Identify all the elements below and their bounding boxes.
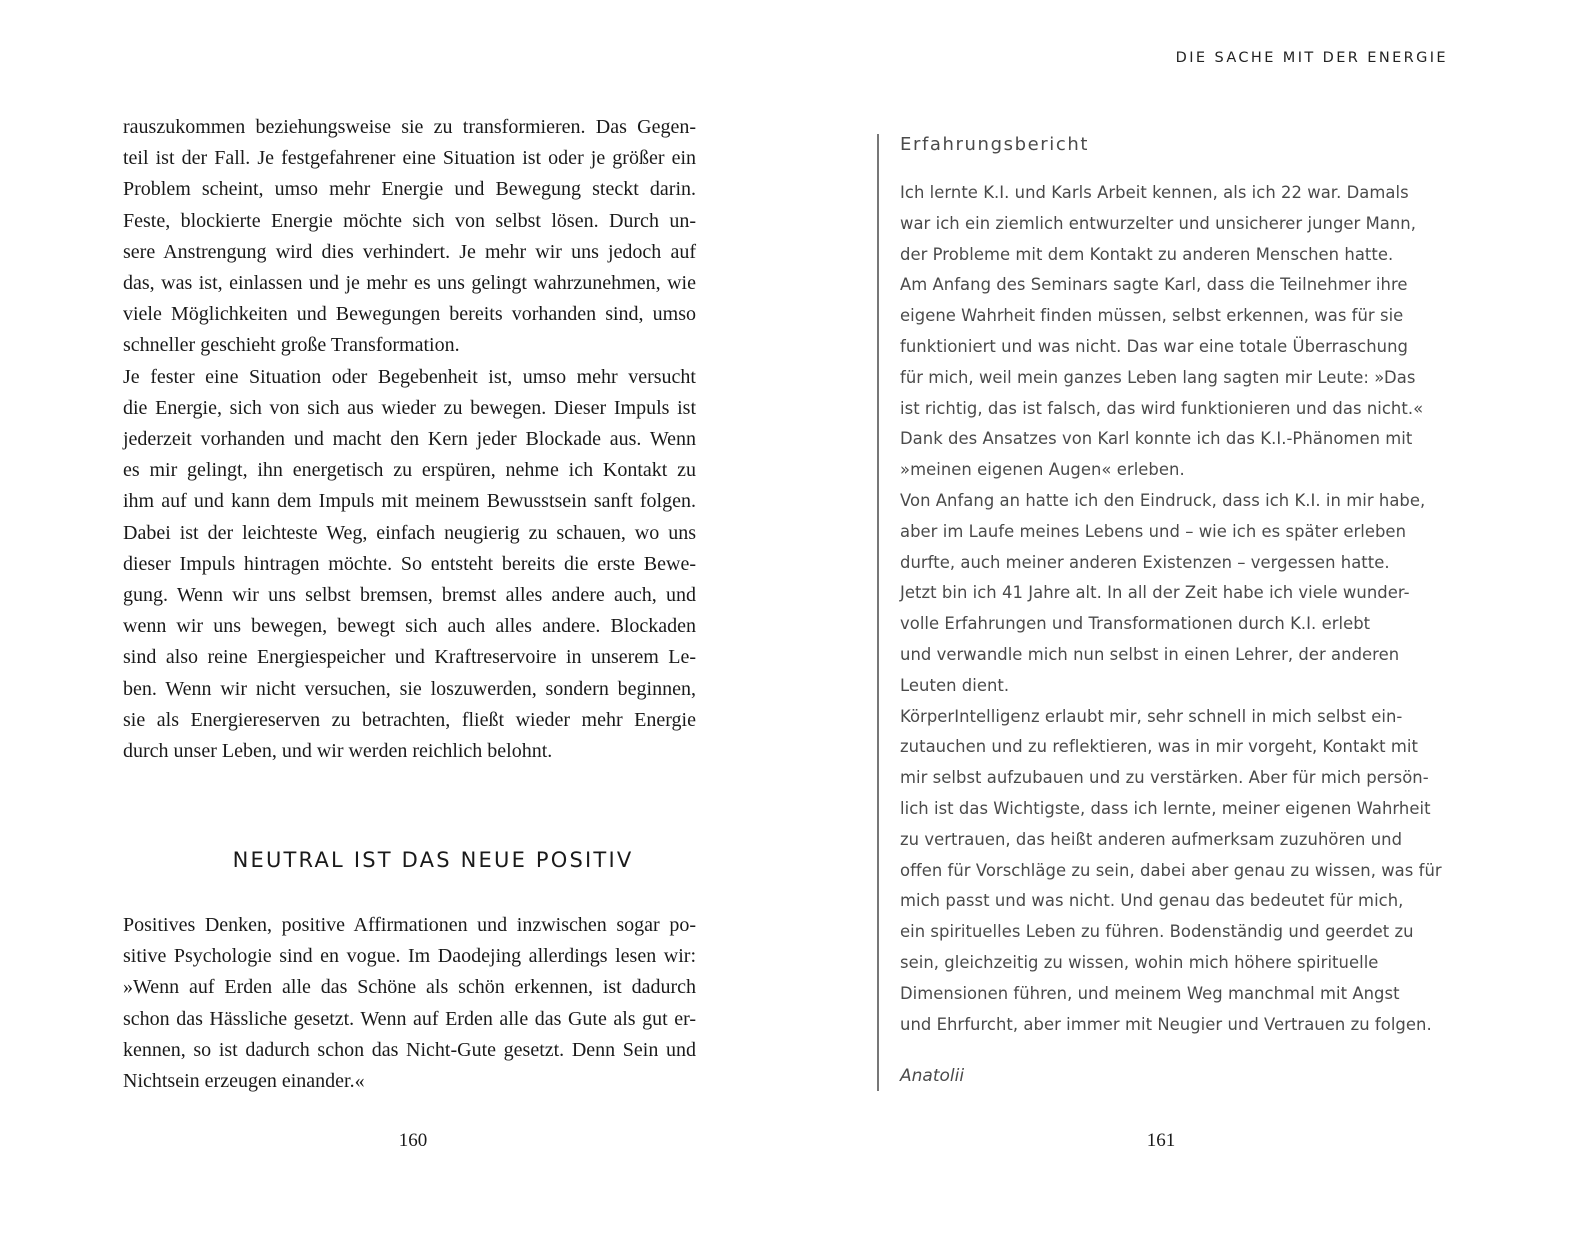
text-line: schon das Hässliche gesetzt. Wenn auf Erden alle das Gute als gut er- (123, 1007, 696, 1030)
text-line: Dabei ist der leichteste Weg, einfach neugierig zu schauen, wo uns (123, 521, 696, 544)
text-line: sein, gleichzeitig zu wissen, wohin mich höhere spirituelle (900, 952, 1379, 972)
text-line: »Wenn auf Erden alle das Schöne als schön erkennen, ist dadurch (123, 976, 696, 999)
text-line: offen für Vorschläge zu sein, dabei aber genau zu wissen, was für (900, 860, 1442, 880)
text-line: schneller geschieht große Transformation. (123, 334, 460, 357)
text-line: dieser Impuls hintragen möchte. So entsteht bereits die erste Bewe- (123, 552, 696, 575)
text-line: gung. Wenn wir uns selbst bremsen, bremst alles andere auch, und (123, 584, 696, 607)
paragraph (123, 362, 696, 768)
text-line: und verwandle mich nun selbst in einen Lehrer, der anderen (900, 644, 1400, 664)
text-line: Leuten dient. (900, 675, 1010, 695)
report-label: Erfahrungsbericht (900, 134, 1090, 155)
text-line: funktioniert und was nicht. Das war eine totale Überraschung (900, 336, 1408, 356)
running-head: DIE SACHE MIT DER ENERGIE (1175, 50, 1448, 66)
text-line: durfte, auch meiner anderen Existenzen – vergessen hatte. (900, 552, 1390, 572)
text-line: ist richtig, das ist falsch, das wird funktionieren und das nicht.« (900, 398, 1424, 418)
body-text-top (123, 112, 696, 767)
text-line: lich ist das Wichtigste, dass ich lernte, meiner eigenen Wahrheit (900, 798, 1431, 818)
text-line: Am Anfang des Seminars sagte Karl, dass die Teilnehmer ihre (900, 275, 1408, 295)
text-line: Problem scheint, umso mehr Energie und Bewegung steckt darin. (123, 178, 696, 201)
right-page (797, 0, 1594, 1240)
paragraph (123, 112, 696, 362)
sidebar-rule (877, 134, 879, 1091)
text-line: es mir gelingt, ihn energetisch zu erspüren, nehme ich Kontakt zu (123, 459, 696, 482)
text-line: rauszukommen beziehungsweise sie zu transformieren. Das Gegen- (123, 116, 696, 138)
text-line: Je fester eine Situation oder Begebenheit ist, umso mehr versucht (123, 365, 696, 388)
report-text (900, 178, 1460, 1040)
text-line: war ich ein ziemlich entwurzelter und unsicherer junger Mann, (900, 213, 1417, 233)
text-line: sind also reine Energiespeicher und Kraftreservoire in unserem Le- (123, 646, 696, 669)
text-line: teil ist der Fall. Je festgefahrener eine Situation ist oder je größer ein (123, 147, 696, 170)
text-line: ihm auf und kann dem Impuls mit meinem Bewusstsein sanft folgen. (123, 490, 696, 513)
signature: Anatolii (900, 1066, 965, 1086)
text-line: das, was ist, einlassen und je mehr es uns gelingt wahrzunehmen, wie (123, 272, 696, 295)
text-line: aber im Laufe meines Lebens und – wie ich es später erleben (900, 521, 1407, 541)
text-line: der Probleme mit dem Kontakt zu anderen Menschen hatte. (900, 244, 1394, 264)
text-line: und Ehrfurcht, aber immer mit Neugier und Vertrauen zu folgen. (900, 1014, 1432, 1034)
text-line: Dimensionen führen, und meinem Weg manchmal mit Angst (900, 983, 1400, 1003)
text-line: Jetzt bin ich 41 Jahre alt. In all der Zeit habe ich viele wunder- (900, 583, 1410, 603)
text-line: wenn wir uns bewegen, bewegt sich auch alles andere. Blockaden (123, 615, 696, 638)
text-line: mich passt und was nicht. Und genau das bedeutet für mich, (900, 891, 1404, 911)
text-line: kennen, so ist dadurch schon das Nicht-Gute gesetzt. Denn Sein und (123, 1038, 696, 1061)
text-line: Von Anfang an hatte ich den Eindruck, dass ich K.I. in mir habe, (900, 490, 1426, 510)
text-line: Nichtsein erzeugen einander.« (123, 1070, 365, 1093)
text-line: die Energie, sich von sich aus wieder zu bewegen. Dieser Impuls ist (123, 396, 696, 419)
text-line: Feste, blockierte Energie möchte sich von selbst lösen. Durch un- (123, 209, 696, 232)
text-line: KörperIntelligenz erlaubt mir, sehr schnell in mich selbst ein- (900, 706, 1403, 726)
text-line: für mich, weil mein ganzes Leben lang sagten mir Leute: »Das (900, 367, 1416, 387)
text-line: sitive Psychologie sind en vogue. Im Daodejing allerdings lesen wir: (123, 945, 696, 968)
text-line: Positives Denken, positive Affirmationen und inzwischen sogar po- (123, 914, 696, 936)
body-text-bottom (123, 910, 696, 1097)
text-line: viele Möglichkeiten und Bewegungen bereits vorhanden sind, umso (123, 303, 696, 326)
text-line: zutauchen und zu reflektieren, was in mir vorgeht, Kontakt mit (900, 737, 1418, 757)
text-line: eigene Wahrheit finden müssen, selbst erkennen, was für sie (900, 306, 1404, 326)
text-line: durch unser Leben, und wir werden reichlich belohnt. (123, 740, 553, 763)
text-line: mir selbst aufzubauen und zu verstärken. Aber für mich persön- (900, 768, 1429, 788)
text-line: Dank des Ansatzes von Karl konnte ich das K.I.-Phänomen mit (900, 429, 1413, 449)
page-number-right: 161 (1146, 1130, 1176, 1151)
paragraph (123, 910, 696, 1097)
text-line: Ich lernte K.I. und Karls Arbeit kennen, als ich 22 war. Damals (900, 183, 1409, 202)
text-line: ein spirituelles Leben zu führen. Bodenständig und geerdet zu (900, 922, 1414, 942)
text-line: sere Anstrengung wird dies verhindert. Je mehr wir uns jedoch auf (123, 240, 696, 263)
text-line: sie als Energiereserven zu betrachten, fließt wieder mehr Energie (123, 708, 696, 731)
section-heading: NEUTRAL IST DAS NEUE POSITIV (232, 848, 634, 872)
experience-report (900, 131, 1460, 1040)
text-line: volle Erfahrungen und Transformationen durch K.I. erlebt (900, 614, 1371, 634)
text-line: »meinen eigenen Augen« erleben. (900, 460, 1185, 480)
text-line: jederzeit vorhanden und macht den Kern jeder Blockade aus. Wenn (123, 428, 696, 451)
text-line: ben. Wenn wir nicht versuchen, sie loszuwerden, sondern beginnen, (123, 677, 696, 700)
page-number-left: 160 (398, 1130, 428, 1151)
text-line: zu vertrauen, das heißt anderen aufmerksam zuzuhören und (900, 829, 1403, 849)
